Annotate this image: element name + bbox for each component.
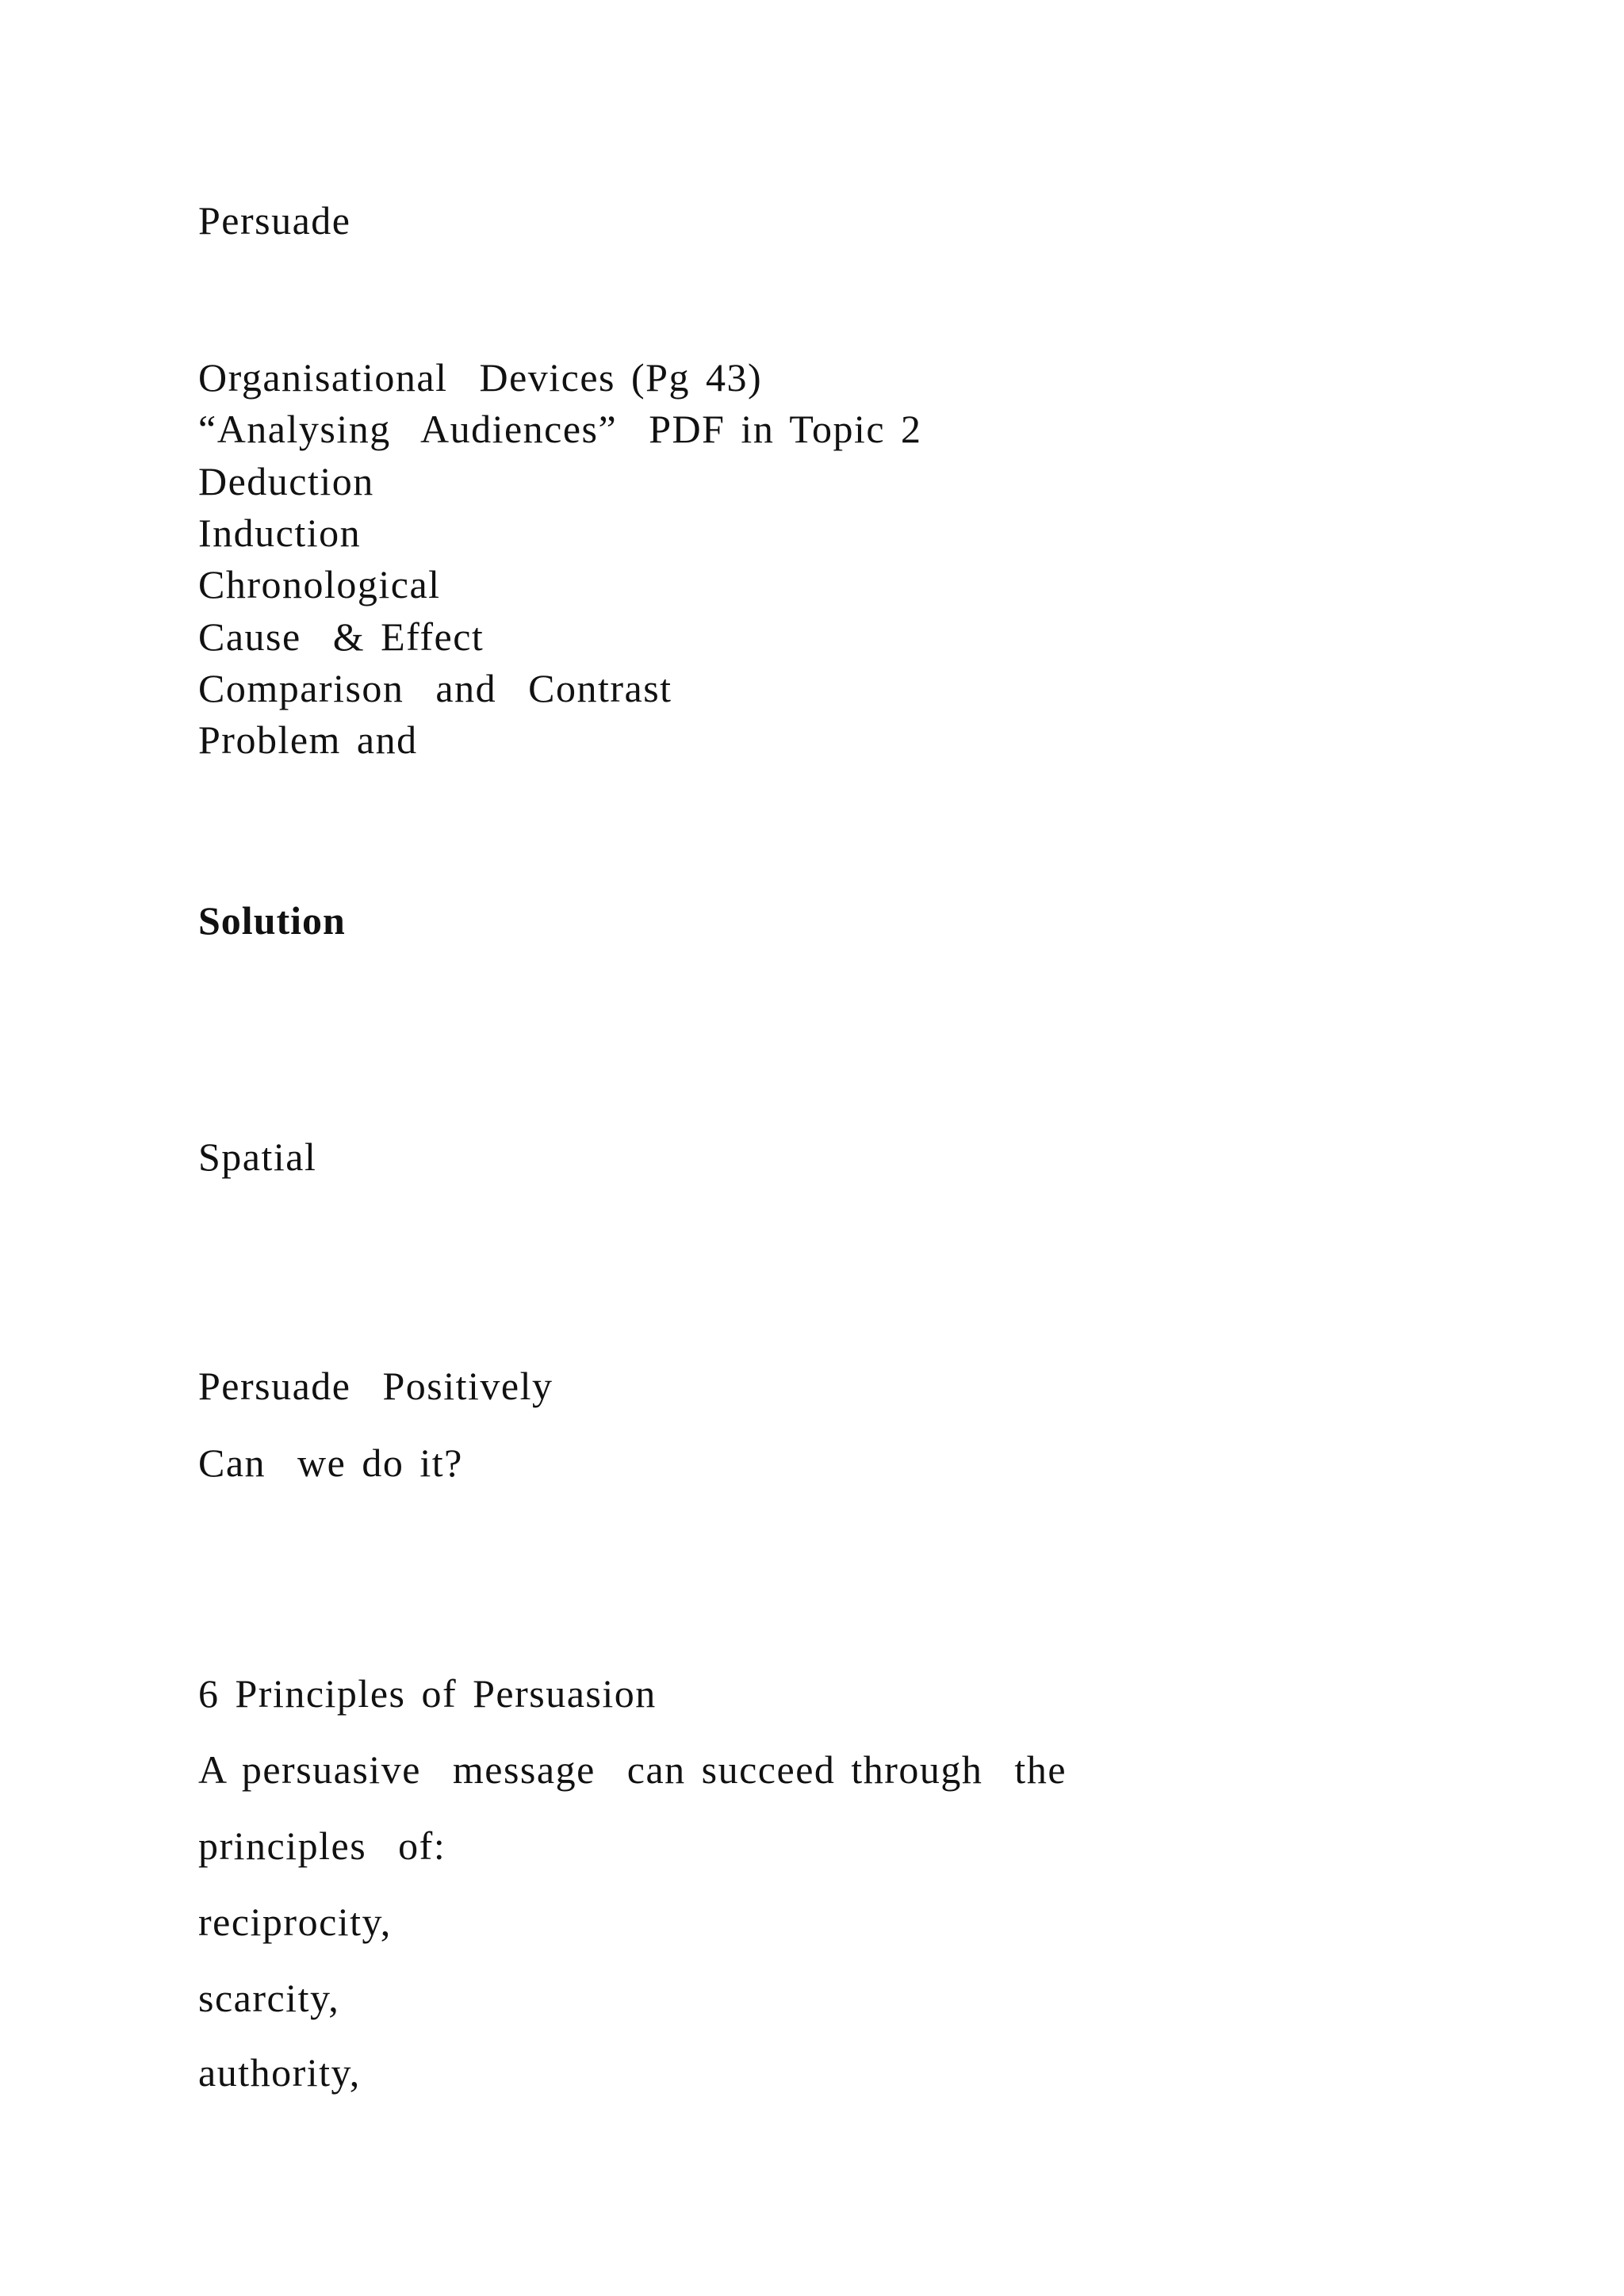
solution-heading: Solution [198,898,346,943]
principles-intro-line-1: A persuasive message can succeed through the [198,1747,1067,1792]
org-heading: Organisational Devices (Pg 43) [198,355,763,400]
positive-heading: Persuade Positively [198,1364,553,1408]
org-item-deduction: Deduction [198,459,374,503]
title: Persuade [198,198,351,243]
org-reference: “Analysing Audiences” PDF in Topic 2 [198,407,922,451]
principles-heading: 6 Principles of Persuasion [198,1671,657,1716]
principle-authority: authority, [198,2050,361,2095]
org-item-induction: Induction [198,511,362,555]
org-item-cause-effect: Cause & Effect [198,614,485,659]
org-item-comparison: Comparison and Contrast [198,666,672,710]
org-item-chronological: Chronological [198,562,441,607]
principle-reciprocity: reciprocity, [198,1900,392,1944]
spatial-line: Spatial [198,1135,317,1179]
principles-intro-line-2: principles of: [198,1823,446,1868]
principle-scarcity: scarcity, [198,1976,340,2020]
positive-question: Can we do it? [198,1441,463,1485]
org-item-problem: Problem and [198,718,418,762]
